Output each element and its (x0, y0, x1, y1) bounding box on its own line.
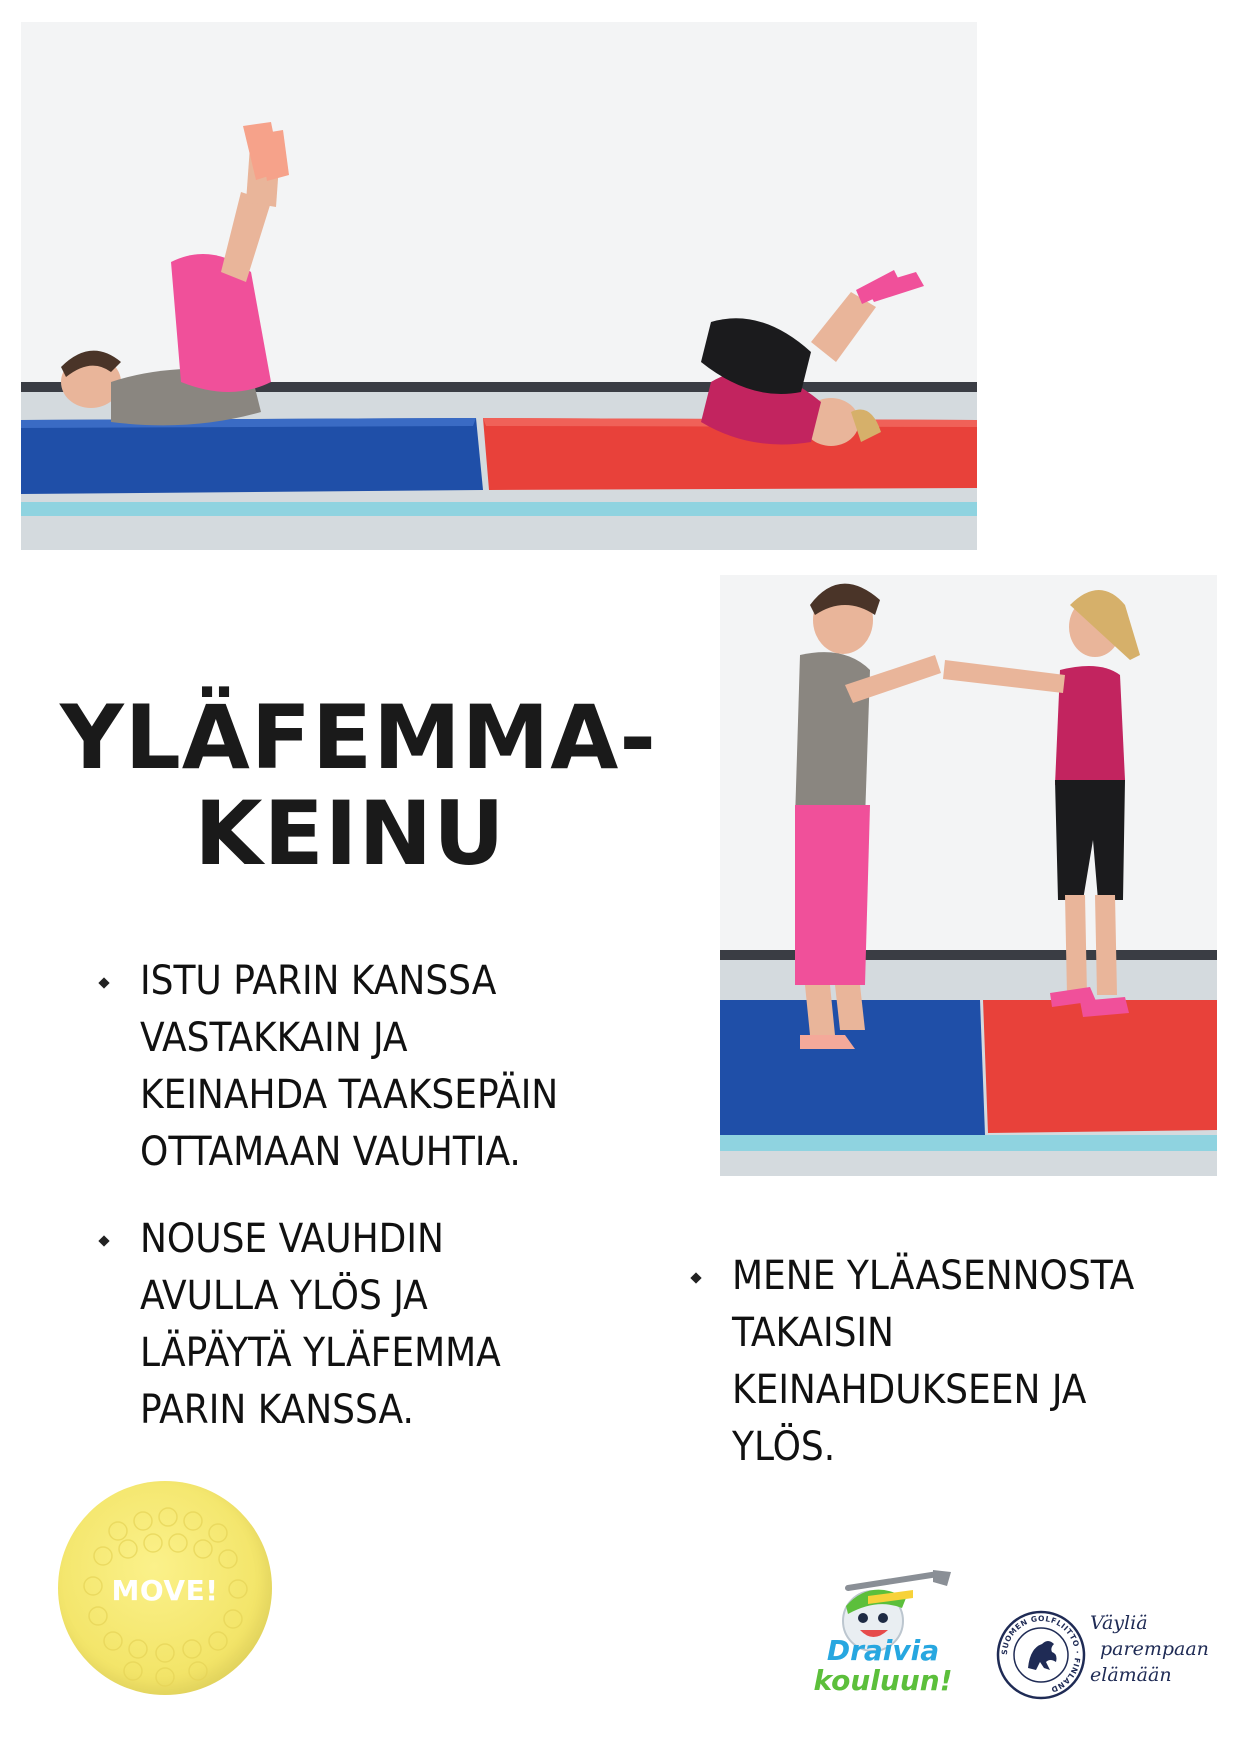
list-item (692, 1248, 1212, 1476)
instruction-list-right (692, 1248, 1212, 1506)
bullet-icon (690, 1272, 701, 1283)
bullet-icon (98, 1235, 109, 1246)
photo-backward-roll (21, 22, 977, 550)
slogan-line: Väyliä (1090, 1612, 1148, 1634)
slogan (1090, 1610, 1240, 1688)
title-line-2: KEINU (194, 782, 506, 885)
bullet-icon (98, 977, 109, 988)
draivia-kouluun-logo (808, 1566, 958, 1706)
photo-high-five (720, 575, 1217, 1176)
golf-ball-badge (58, 1481, 272, 1695)
kouluun-word: kouluun! (813, 1664, 953, 1697)
list-item (100, 953, 660, 1181)
title-line-1: YLÄFEMMA- (60, 686, 657, 789)
slogan-line: elämään (1090, 1664, 1172, 1686)
slogan-line: parempaan (1100, 1638, 1209, 1660)
page-title (60, 686, 657, 885)
lion-seal-icon (996, 1610, 1086, 1700)
instruction-text: ISTU PARIN KANSSA VASTAKKAIN JA KEINAHDA TAAKSEPÄIN OTTAMAAN VAUHTIA. (140, 958, 559, 1175)
golf-federation-seal (996, 1610, 1086, 1700)
draivia-word: Draivia (826, 1634, 940, 1667)
move-label: MOVE! (111, 1574, 219, 1607)
instruction-text: NOUSE VAUHDIN AVULLA YLÖS JA LÄPÄYTÄ YLÄFEMMA PARIN KANSSA. (140, 1216, 501, 1433)
seal-ring-text: SUOMEN GOLFLIITTO · FINLAND (999, 1613, 1083, 1695)
instruction-text: MENE YLÄASENNOSTA TAKAISIN KEINAHDUKSEEN JA YLÖS. (732, 1253, 1135, 1470)
list-item (100, 1211, 660, 1439)
instruction-list-left (100, 953, 660, 1469)
